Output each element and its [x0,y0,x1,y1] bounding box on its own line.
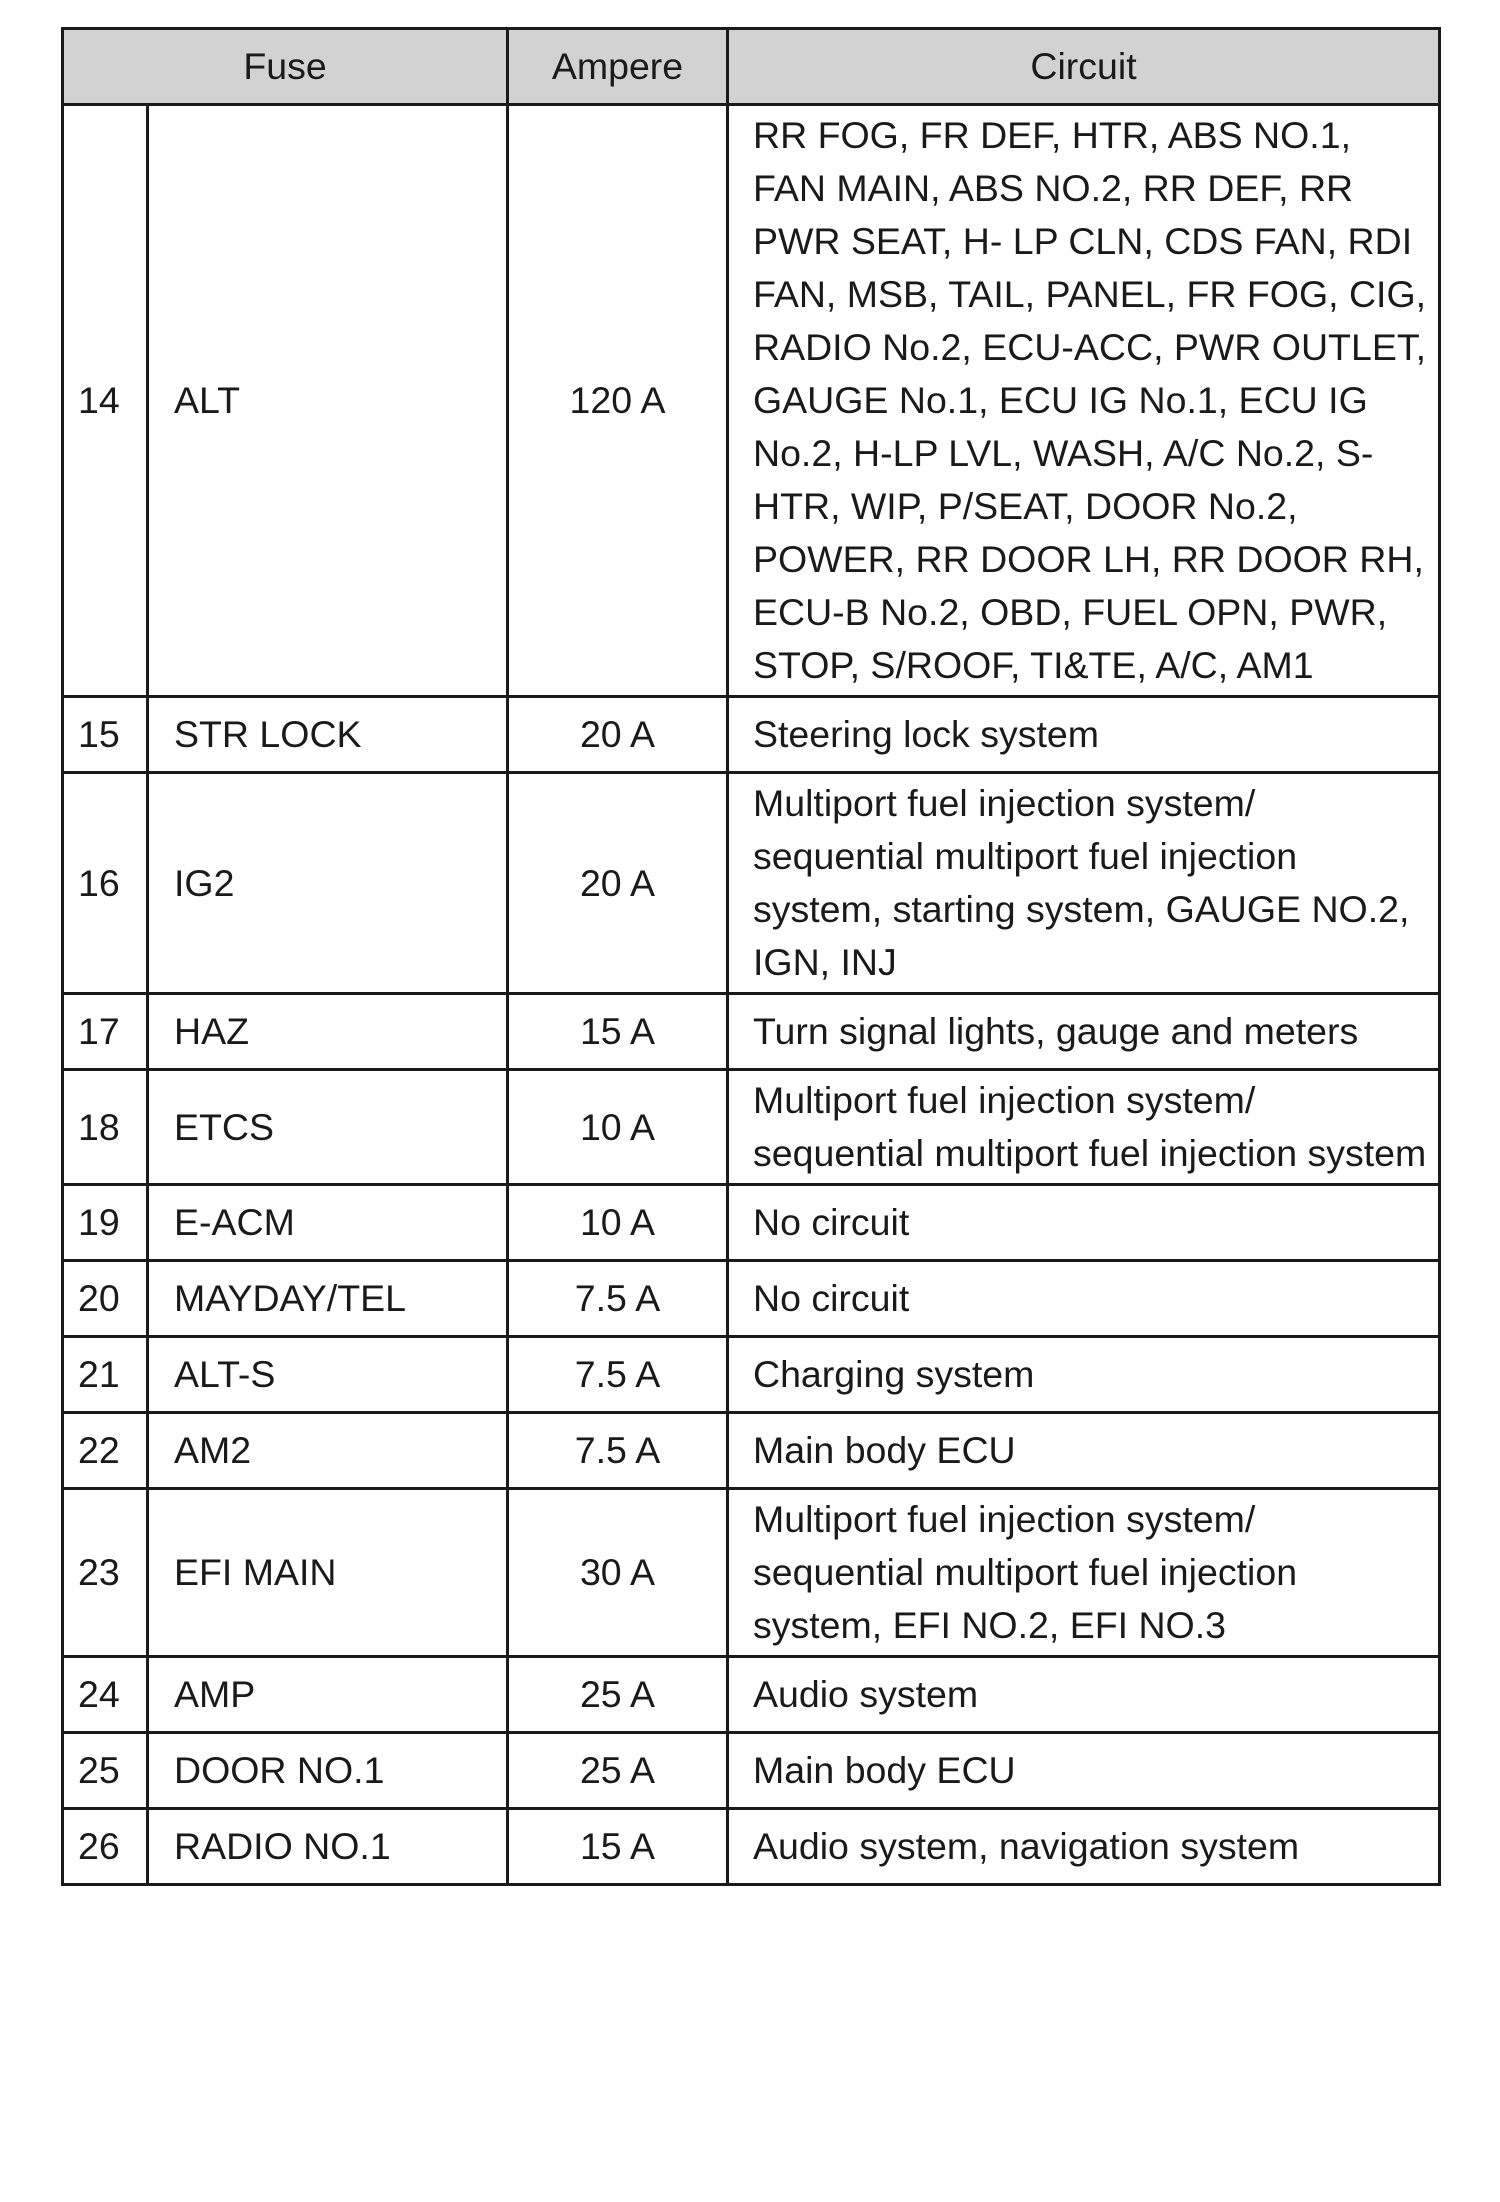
fuse-name-cell: ALT [148,105,508,697]
circuit-cell: No circuit [728,1185,1440,1261]
circuit-cell: Multiport fuel injection system/ sequential multiport fuel injection system, starting system, GAUGE NO.2, IGN, INJ [728,773,1440,994]
fuse-number-cell: 15 [63,697,148,773]
fuse-name-cell: HAZ [148,994,508,1070]
fuse-name-cell: IG2 [148,773,508,994]
fuse-number-cell: 17 [63,994,148,1070]
fuse-number-cell: 14 [63,105,148,697]
fuse-number-cell: 22 [63,1413,148,1489]
table-row [63,697,1440,773]
circuit-cell: Audio system, navigation system [728,1809,1440,1885]
fuse-name-cell: AMP [148,1657,508,1733]
fuse-name-cell: DOOR NO.1 [148,1733,508,1809]
table-row [63,105,1440,697]
header-ampere: Ampere [508,29,728,105]
circuit-cell: Main body ECU [728,1733,1440,1809]
fuse-name-cell: STR LOCK [148,697,508,773]
fuse-number-cell: 18 [63,1070,148,1185]
ampere-cell: 20 A [508,773,728,994]
ampere-cell: 10 A [508,1185,728,1261]
fuse-name-cell: MAYDAY/TEL [148,1261,508,1337]
fuse-number-cell: 20 [63,1261,148,1337]
fuse-number-cell: 21 [63,1337,148,1413]
table-row [63,1261,1440,1337]
table-row [63,1070,1440,1185]
table-row [63,994,1440,1070]
table-row [63,1489,1440,1657]
fuse-number-cell: 26 [63,1809,148,1885]
circuit-cell: Multiport fuel injection system/ sequential multiport fuel injection system [728,1070,1440,1185]
ampere-cell: 25 A [508,1733,728,1809]
fuse-name-cell: RADIO NO.1 [148,1809,508,1885]
table-row [63,1733,1440,1809]
fuse-name-cell: ALT-S [148,1337,508,1413]
fuse-name-cell: E-ACM [148,1185,508,1261]
header-fuse: Fuse [63,29,508,105]
ampere-cell: 30 A [508,1489,728,1657]
ampere-cell: 7.5 A [508,1261,728,1337]
circuit-cell: Audio system [728,1657,1440,1733]
ampere-cell: 25 A [508,1657,728,1733]
fuse-name-cell: ETCS [148,1070,508,1185]
fuse-number-cell: 25 [63,1733,148,1809]
fuse-table-body [63,105,1440,1885]
fuse-number-cell: 23 [63,1489,148,1657]
circuit-cell: Turn signal lights, gauge and meters [728,994,1440,1070]
fuse-table [61,27,1441,1886]
ampere-cell: 7.5 A [508,1413,728,1489]
circuit-cell: RR FOG, FR DEF, HTR, ABS NO.1, FAN MAIN, ABS NO.2, RR DEF, RR PWR SEAT, H- LP CLN, CDS FAN, RDI FAN, MSB, TAIL, PANEL, FR FOG, CIG, RADIO No.2, ECU-ACC, PWR OUTLET, GAUGE No.1, ECU IG No.1, ECU IG No.2, H-LP LVL, WASH, A/C No.2, S-HTR, WIP, P/SEAT, DOOR No.2, POWER, RR DOOR LH, RR DOOR RH, ECU-B No.2, OBD, FUEL OPN, PWR, STOP, S/ROOF, TI&TE, A/C, AM1 [728,105,1440,697]
fuse-number-cell: 19 [63,1185,148,1261]
fuse-name-cell: AM2 [148,1413,508,1489]
table-row [63,1657,1440,1733]
circuit-cell: Steering lock system [728,697,1440,773]
table-row [63,1185,1440,1261]
circuit-cell: Charging system [728,1337,1440,1413]
circuit-cell: Multiport fuel injection system/ sequential multiport fuel injection system, EFI NO.2, EFI NO.3 [728,1489,1440,1657]
ampere-cell: 10 A [508,1070,728,1185]
ampere-cell: 7.5 A [508,1337,728,1413]
fuse-number-cell: 16 [63,773,148,994]
fuse-name-cell: EFI MAIN [148,1489,508,1657]
table-row [63,1337,1440,1413]
table-row [63,1413,1440,1489]
table-row [63,773,1440,994]
header-circuit: Circuit [728,29,1440,105]
ampere-cell: 15 A [508,1809,728,1885]
header-row [63,29,1440,105]
circuit-cell: No circuit [728,1261,1440,1337]
fuse-number-cell: 24 [63,1657,148,1733]
ampere-cell: 20 A [508,697,728,773]
circuit-cell: Main body ECU [728,1413,1440,1489]
ampere-cell: 15 A [508,994,728,1070]
table-row [63,1809,1440,1885]
ampere-cell: 120 A [508,105,728,697]
